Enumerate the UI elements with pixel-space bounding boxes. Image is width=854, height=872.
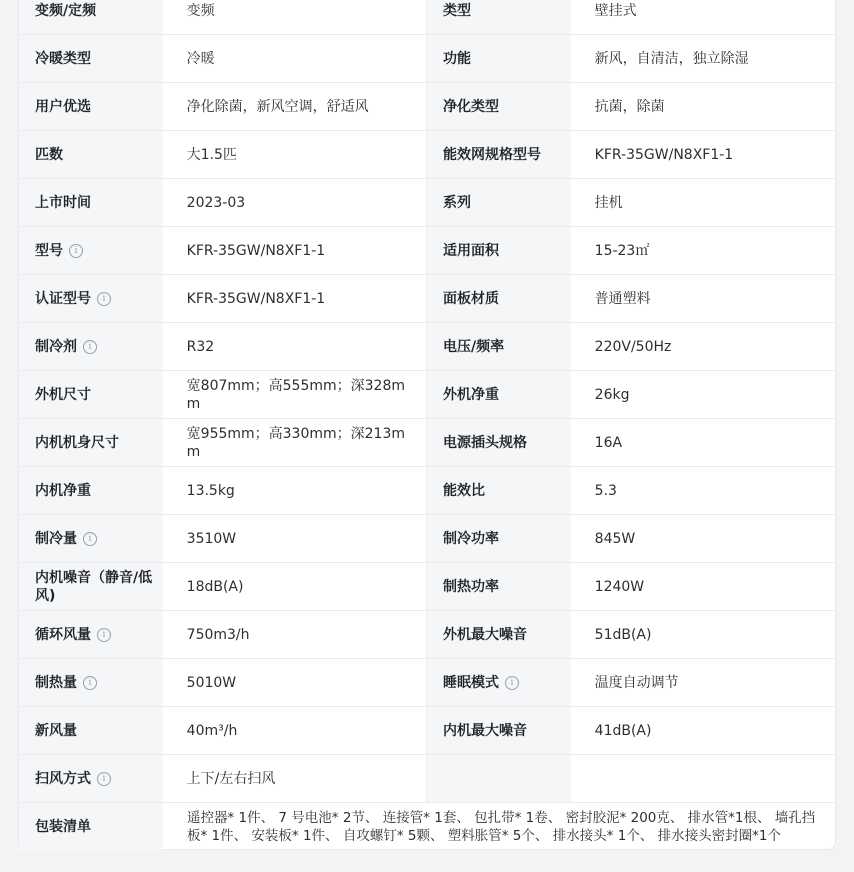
spec-value: 挂机 — [594, 194, 623, 211]
spec-row — [19, 131, 835, 179]
spec-label: 制热功率 — [427, 563, 571, 610]
spec-value: 冷暖 — [163, 35, 427, 82]
spec-value: 变频 — [163, 0, 427, 34]
spec-label: 净化类型 — [427, 83, 571, 130]
info-icon[interactable]: i — [97, 772, 111, 786]
spec-label: 冷暖类型 — [19, 35, 163, 82]
spec-row — [19, 755, 835, 803]
spec-row-packing — [19, 803, 835, 851]
spec-label: 新风量 — [19, 707, 163, 754]
spec-row — [19, 179, 835, 227]
spec-label: 用户优选 — [19, 83, 163, 130]
spec-row — [19, 0, 835, 35]
spec-value: 抗菌，除菌 — [594, 98, 665, 115]
spec-label: 循环风量 i — [19, 611, 163, 658]
spec-value: 新风，自清洁，独立除湿 — [594, 50, 749, 67]
spec-label: 类型 — [427, 0, 571, 34]
spec-value: 51dB(A) — [594, 626, 652, 643]
spec-label: 外机净重 — [427, 371, 571, 418]
spec-value: 5.3 — [594, 482, 617, 499]
info-icon[interactable]: i — [505, 676, 519, 690]
spec-label: 电压/频率 — [427, 323, 571, 370]
spec-row — [19, 563, 835, 611]
spec-value: 18dB(A) — [163, 563, 427, 610]
spec-label: 能效网规格型号 — [427, 131, 571, 178]
spec-value: 13.5kg — [163, 467, 427, 514]
spec-label: 外机尺寸 — [19, 371, 163, 418]
spec-label: 面板材质 — [427, 275, 571, 322]
spec-label: 内机噪音（静音/低风) — [19, 563, 163, 610]
spec-value-empty — [571, 755, 835, 802]
spec-row — [19, 227, 835, 275]
spec-row — [19, 83, 835, 131]
spec-value: 上下/左右扫风 — [163, 755, 427, 802]
spec-label: 认证型号 i — [19, 275, 163, 322]
spec-row — [19, 515, 835, 563]
spec-value: 26kg — [594, 386, 630, 403]
packing-list-value: 遥控器* 1件、 7 号电池* 2节、 连接管* 1套、 包扎带* 1卷、 密封胶泥* 200克、 排水管*1根、 墙孔挡板* 1件、 安装板* 1件、 自攻螺钉* 5颗、 塑料胀管* 5个、 排水接头* 1个、 排水接头密封圈*1个 — [187, 810, 816, 844]
spec-value: 5010W — [163, 659, 427, 706]
info-icon[interactable]: i — [97, 292, 111, 306]
spec-value: 壁挂式 — [594, 2, 637, 19]
spec-row — [19, 275, 835, 323]
spec-label-empty — [427, 755, 571, 802]
spec-label: 能效比 — [427, 467, 571, 514]
spec-label: 匹数 — [19, 131, 163, 178]
info-icon[interactable]: i — [83, 676, 97, 690]
spec-label: 睡眠模式 i — [427, 659, 571, 706]
spec-value: KFR-35GW/N8XF1-1 — [163, 227, 427, 274]
spec-label: 内机最大噪音 — [427, 707, 571, 754]
spec-row — [19, 419, 835, 467]
spec-value: 净化除菌，新风空调，舒适风 — [163, 83, 427, 130]
spec-value: KFR-35GW/N8XF1-1 — [163, 275, 427, 322]
spec-row — [19, 35, 835, 83]
spec-value: 3510W — [163, 515, 427, 562]
spec-table — [19, 0, 835, 851]
spec-label: 制热量 i — [19, 659, 163, 706]
spec-value: 2023-03 — [163, 179, 427, 226]
spec-label: 制冷量 i — [19, 515, 163, 562]
spec-label: 制冷功率 — [427, 515, 571, 562]
spec-value: 15-23㎡ — [594, 242, 650, 259]
spec-value: 宽955mm；高330mm；深213mm — [163, 419, 427, 466]
spec-label: 内机净重 — [19, 467, 163, 514]
info-icon[interactable]: i — [69, 244, 83, 258]
spec-label: 功能 — [427, 35, 571, 82]
info-icon[interactable]: i — [83, 532, 97, 546]
spec-label: 内机机身尺寸 — [19, 419, 163, 466]
spec-label: 电源插头规格 — [427, 419, 571, 466]
spec-value: R32 — [163, 323, 427, 370]
spec-label: 型号 i — [19, 227, 163, 274]
spec-row — [19, 371, 835, 419]
spec-row — [19, 467, 835, 515]
spec-value: 750m3/h — [163, 611, 427, 658]
spec-value: 845W — [594, 530, 636, 547]
spec-row — [19, 707, 835, 755]
spec-row — [19, 659, 835, 707]
spec-label: 外机最大噪音 — [427, 611, 571, 658]
spec-label: 制冷剂 i — [19, 323, 163, 370]
spec-value: 40m³/h — [163, 707, 427, 754]
info-icon[interactable]: i — [97, 628, 111, 642]
spec-row — [19, 323, 835, 371]
spec-label: 系列 — [427, 179, 571, 226]
spec-row — [19, 611, 835, 659]
spec-label: 适用面积 — [427, 227, 571, 274]
spec-value: 大1.5匹 — [163, 131, 427, 178]
spec-value: 宽807mm；高555mm；深328mm — [163, 371, 427, 418]
info-icon[interactable]: i — [83, 340, 97, 354]
spec-value: 1240W — [594, 578, 645, 595]
spec-value: 普通塑料 — [594, 290, 651, 307]
spec-value: 温度自动调节 — [594, 674, 679, 691]
spec-label: 包装清单 — [19, 803, 163, 851]
spec-value: KFR-35GW/N8XF1-1 — [594, 146, 734, 163]
spec-label: 变频/定频 — [19, 0, 163, 34]
spec-card — [18, 0, 836, 850]
spec-value: 41dB(A) — [594, 722, 652, 739]
spec-label: 上市时间 — [19, 179, 163, 226]
spec-value: 220V/50Hz — [594, 338, 672, 355]
spec-value: 16A — [594, 434, 623, 451]
spec-label: 扫风方式 i — [19, 755, 163, 802]
